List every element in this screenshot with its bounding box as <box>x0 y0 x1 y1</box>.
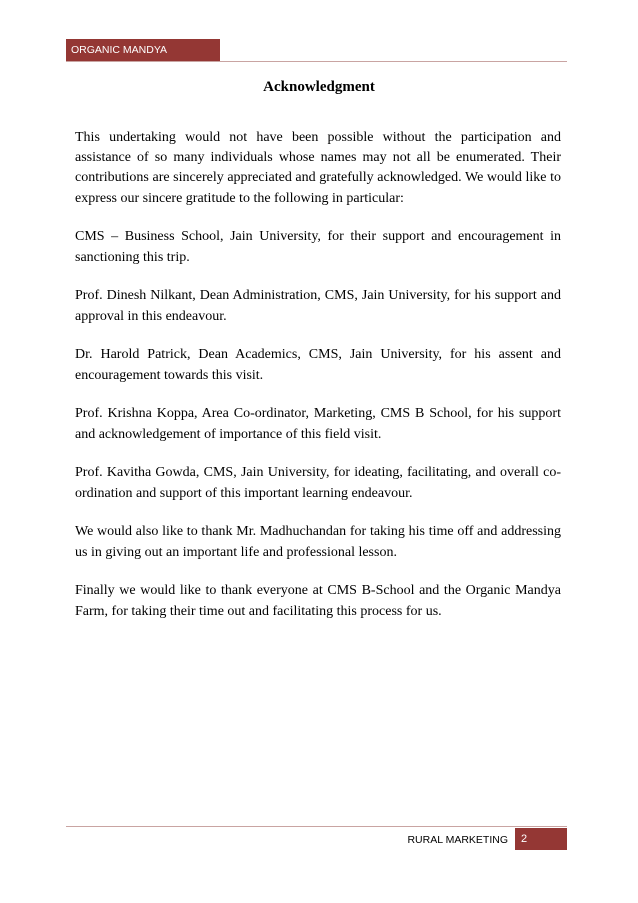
paragraph-nilkant: Prof. Dinesh Nilkant, Dean Administration, CMS, Jain University, for his support and approval in this endeavour. <box>75 288 561 324</box>
paragraph-closing: Finally we would like to thank everyone at CMS B-School and the Organic Mandya Farm, for taking their time out and facilitating this process for us. <box>75 583 561 619</box>
paragraph-intro: This undertaking would not have been possible without the participation and assistance of so many individuals whose names may not all be enumerated. Their contributions are sincerely appreciated and gratefully acknowledged. We would like to express our sincere gratitude to the following in particular: <box>75 130 561 206</box>
header-label: ORGANIC MANDYA <box>66 39 220 61</box>
document-body <box>75 128 561 640</box>
paragraph-gowda: Prof. Kavitha Gowda, CMS, Jain University, for ideating, facilitating, and overall co-ordination and support of this important learning endeavour. <box>75 465 561 501</box>
page-title: Acknowledgment <box>263 79 375 95</box>
footer-label: RURAL MARKETING <box>407 834 508 846</box>
footer-divider <box>66 826 567 827</box>
paragraph-madhuchandan: We would also like to thank Mr. Madhuchandan for taking his time off and addressing us in giving out an important life and professional lesson. <box>75 524 561 560</box>
page-number: 2 <box>515 828 567 850</box>
paragraph-cms: CMS – Business School, Jain University, for their support and encouragement in sanctioning this trip. <box>75 229 561 265</box>
header-divider <box>66 61 567 62</box>
paragraph-patrick: Dr. Harold Patrick, Dean Academics, CMS, Jain University, for his assent and encouragement towards this visit. <box>75 347 561 383</box>
paragraph-koppa: Prof. Krishna Koppa, Area Co-ordinator, Marketing, CMS B School, for his support and acknowledgement of importance of this field visit. <box>75 406 561 442</box>
